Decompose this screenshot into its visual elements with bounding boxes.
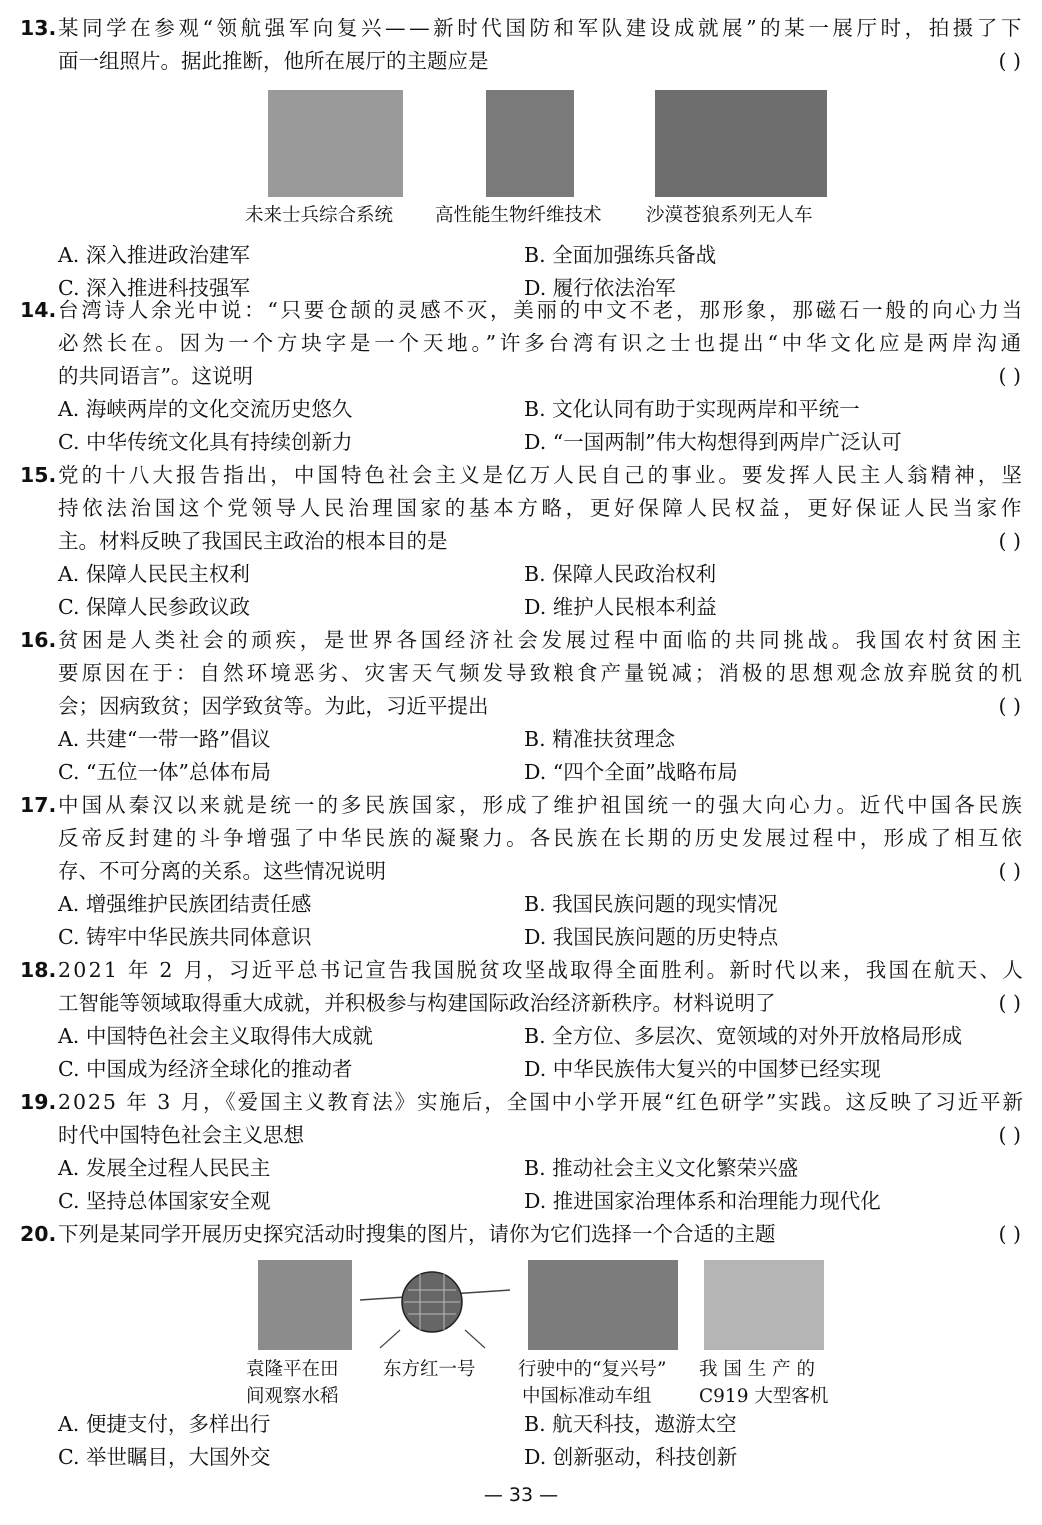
answer-blank[interactable]: ( ) bbox=[998, 991, 1021, 1015]
question-text: 2021 年 2 月，习近平总书记宣告我国脱贫攻坚战取得全面胜利。新时代以来，我国在航天、人 bbox=[58, 958, 1025, 982]
figure-group bbox=[20, 78, 1025, 239]
option-a[interactable]: A. 中国特色社会主义取得伟大成就 bbox=[58, 1024, 373, 1048]
option-d[interactable]: D. 履行依法治军 bbox=[524, 276, 676, 300]
question-text: 台湾诗人余光中说：“只要仓颉的灵感不灭，美丽的中文不老，那形象，那磁石一般的向心力当 bbox=[58, 298, 1025, 322]
option-b[interactable]: B. 航天科技，遨游太空 bbox=[524, 1412, 737, 1436]
fiber-technology-photo bbox=[486, 90, 574, 197]
option-a[interactable]: A. 保障人民民主权利 bbox=[58, 562, 250, 586]
option-b[interactable]: B. 全面加强练兵备战 bbox=[524, 243, 717, 267]
question-text: 存、不可分离的关系。这些情况说明 bbox=[58, 859, 386, 883]
unmanned-vehicle-photo bbox=[655, 90, 827, 197]
question-14 bbox=[20, 294, 1025, 459]
option-c[interactable]: C. “五位一体”总体布局 bbox=[58, 760, 271, 784]
option-d[interactable]: D. 创新驱动，科技创新 bbox=[524, 1445, 738, 1469]
option-c[interactable]: C. 中华传统文化具有持续创新力 bbox=[58, 430, 353, 454]
question-text: 面一组照片。据此推断，他所在展厅的主题应是 bbox=[58, 49, 489, 73]
figure-group bbox=[20, 1251, 1025, 1408]
answer-blank[interactable]: ( ) bbox=[998, 694, 1021, 718]
option-d[interactable]: D. “四个全面”战略布局 bbox=[524, 760, 738, 784]
option-c[interactable]: C. 中国成为经济全球化的推动者 bbox=[58, 1057, 353, 1081]
option-a[interactable]: A. 共建“一带一路”倡议 bbox=[58, 727, 271, 751]
soldier-system-photo bbox=[268, 90, 403, 197]
question-number: 20. bbox=[20, 1222, 57, 1246]
answer-blank[interactable]: ( ) bbox=[998, 49, 1021, 73]
photo-caption: 我 国 生 产 的 bbox=[699, 1359, 816, 1380]
question-number: 17. bbox=[20, 793, 57, 817]
question-text: 贫困是人类社会的顽疾，是世界各国经济社会发展过程中面临的共同挑战。我国农村贫困主 bbox=[58, 628, 1025, 652]
option-a[interactable]: A. 发展全过程人民民主 bbox=[58, 1156, 271, 1180]
satellite-photo bbox=[360, 1260, 510, 1350]
option-a[interactable]: A. 便捷支付，多样出行 bbox=[58, 1412, 271, 1436]
question-number: 14. bbox=[20, 298, 57, 322]
question-18 bbox=[20, 954, 1025, 1086]
answer-blank[interactable]: ( ) bbox=[998, 364, 1021, 388]
question-19 bbox=[20, 1086, 1025, 1218]
question-text: 反帝反封建的斗争增强了中华民族的凝聚力。各民族在长期的历史发展过程中，形成了相互依 bbox=[58, 826, 1025, 850]
option-a[interactable]: A. 海峡两岸的文化交流历史悠久 bbox=[58, 397, 353, 421]
photo-caption: 中国标准动车组 bbox=[522, 1386, 652, 1407]
question-20 bbox=[20, 1218, 1025, 1474]
question-text: 党的十八大报告指出，中国特色社会主义是亿万人民自己的事业。要发挥人民主人翁精神，坚 bbox=[58, 463, 1025, 487]
answer-blank[interactable]: ( ) bbox=[998, 1123, 1021, 1147]
photo-caption: 行驶中的“复兴号” bbox=[518, 1359, 667, 1380]
rice-field-photo bbox=[258, 1260, 352, 1350]
answer-blank[interactable]: ( ) bbox=[998, 859, 1021, 883]
photo-caption: 袁隆平在田 bbox=[246, 1359, 339, 1380]
question-16 bbox=[20, 624, 1025, 789]
option-a[interactable]: A. 增强维护民族团结责任感 bbox=[58, 892, 312, 916]
photo-caption: 东方红一号 bbox=[383, 1359, 476, 1380]
option-c[interactable]: C. 保障人民参政议政 bbox=[58, 595, 250, 619]
option-a[interactable]: A. 深入推进政治建军 bbox=[58, 243, 250, 267]
option-c[interactable]: C. 铸牢中华民族共同体意识 bbox=[58, 925, 312, 949]
option-c[interactable]: C. 举世瞩目，大国外交 bbox=[58, 1445, 271, 1469]
option-b[interactable]: B. 文化认同有助于实现两岸和平统一 bbox=[524, 397, 860, 421]
question-text: 要原因在于：自然环境恶劣、灾害天气频发导致粮食产量锐减；消极的思想观念放弃脱贫的机 bbox=[58, 661, 1025, 685]
question-text: 会；因病致贫；因学致贫等。为此，习近平提出 bbox=[58, 694, 489, 718]
option-b[interactable]: B. 推动社会主义文化繁荣兴盛 bbox=[524, 1156, 799, 1180]
option-b[interactable]: B. 精准扶贫理念 bbox=[524, 727, 676, 751]
option-d[interactable]: D. 维护人民根本利益 bbox=[524, 595, 717, 619]
question-text: 2025 年 3 月，《爱国主义教育法》实施后，全国中小学开展“红色研学”实践。这反映了习近平新 bbox=[58, 1090, 1025, 1114]
question-text: 主。材料反映了我国民主政治的根本目的是 bbox=[58, 529, 448, 553]
question-text: 的共同语言”。这说明 bbox=[58, 364, 253, 388]
question-number: 18. bbox=[20, 958, 57, 982]
option-d[interactable]: D. “一国两制”伟大构想得到两岸广泛认可 bbox=[524, 430, 902, 454]
question-text: 某同学在参观“领航强军向复兴——新时代国防和军队建设成就展”的某一展厅时，拍摄了下 bbox=[58, 16, 1025, 40]
question-13 bbox=[20, 12, 1025, 305]
question-17 bbox=[20, 789, 1025, 954]
photo-caption: 沙漠苍狼系列无人车 bbox=[646, 205, 813, 226]
answer-blank[interactable]: ( ) bbox=[998, 1222, 1021, 1246]
option-d[interactable]: D. 我国民族问题的历史特点 bbox=[524, 925, 779, 949]
option-c[interactable]: C. 坚持总体国家安全观 bbox=[58, 1189, 271, 1213]
question-text: 持依法治国这个党领导人民治理国家的基本方略，更好保障人民权益，更好保证人民当家作 bbox=[58, 496, 1025, 520]
option-c[interactable]: C. 深入推进科技强军 bbox=[58, 276, 250, 300]
question-number: 19. bbox=[20, 1090, 57, 1114]
question-number: 15. bbox=[20, 463, 57, 487]
photo-caption: 未来士兵综合系统 bbox=[245, 205, 394, 226]
option-d[interactable]: D. 推进国家治理体系和治理能力现代化 bbox=[524, 1189, 881, 1213]
answer-blank[interactable]: ( ) bbox=[998, 529, 1021, 553]
question-number: 13. bbox=[20, 16, 57, 40]
question-text: 必然长在。因为一个方块字是一个天地。”许多台湾有识之士也提出“中华文化应是两岸沟通 bbox=[58, 331, 1025, 355]
option-b[interactable]: B. 保障人民政治权利 bbox=[524, 562, 717, 586]
question-text: 工智能等领域取得重大成就，并积极参与构建国际政治经济新秩序。材料说明了 bbox=[58, 991, 776, 1015]
option-d[interactable]: D. 中华民族伟大复兴的中国梦已经实现 bbox=[524, 1057, 881, 1081]
photo-caption: C919 大型客机 bbox=[699, 1386, 829, 1407]
question-text: 时代中国特色社会主义思想 bbox=[58, 1123, 304, 1147]
page-number: — 33 — bbox=[483, 1484, 559, 1506]
question-text: 中国从秦汉以来就是统一的多民族国家，形成了维护祖国统一的强大向心力。近代中国各民族 bbox=[58, 793, 1025, 817]
photo-caption: 高性能生物纤维技术 bbox=[435, 205, 602, 226]
question-15 bbox=[20, 459, 1025, 624]
question-number: 16. bbox=[20, 628, 57, 652]
option-b[interactable]: B. 我国民族问题的现实情况 bbox=[524, 892, 778, 916]
photo-caption: 间观察水稻 bbox=[246, 1386, 339, 1407]
airliner-photo bbox=[704, 1260, 824, 1350]
bullet-train-photo bbox=[528, 1260, 678, 1350]
satellite-icon bbox=[360, 1260, 510, 1350]
option-b[interactable]: B. 全方位、多层次、宽领域的对外开放格局形成 bbox=[524, 1024, 963, 1048]
question-text: 下列是某同学开展历史探究活动时搜集的图片，请你为它们选择一个合适的主题 bbox=[58, 1222, 776, 1246]
